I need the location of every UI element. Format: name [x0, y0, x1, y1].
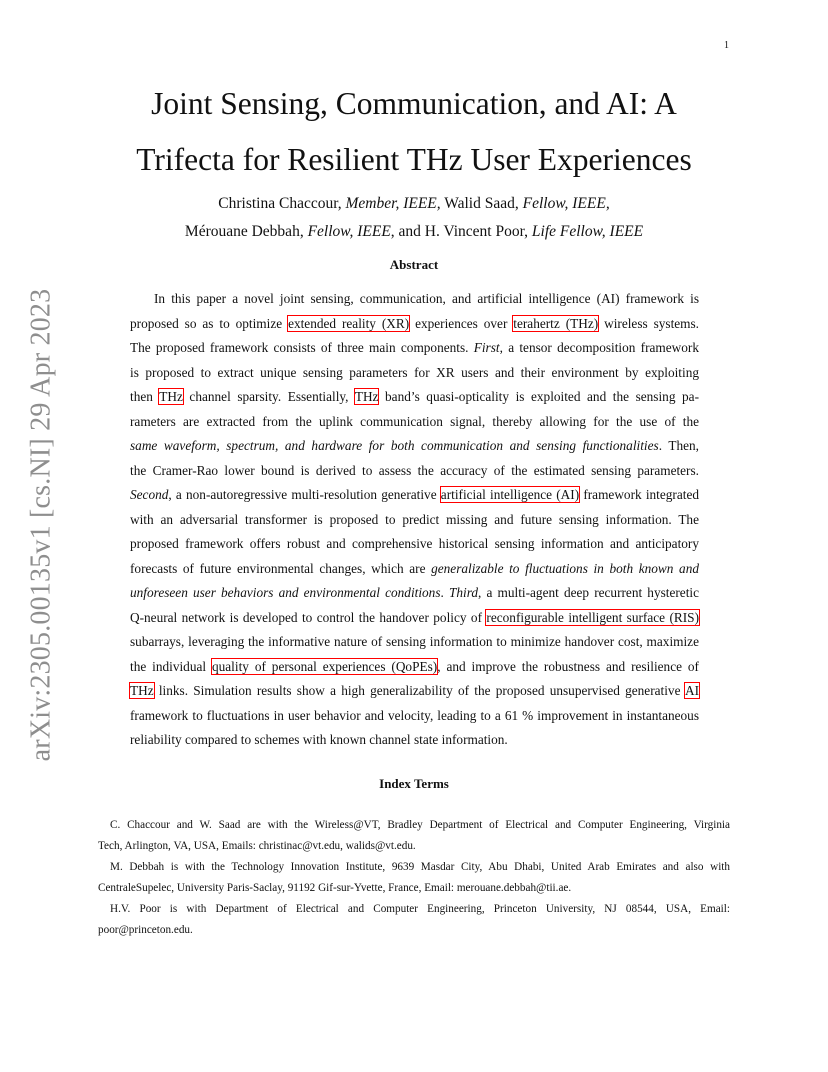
author-name: Christina Chaccour,: [218, 195, 346, 212]
arxiv-identifier-text: arXiv:2305.00135v1 [cs.NI] 29 Apr 2023: [25, 288, 56, 762]
abstract-text: band’s quasi-opticality is exploited and the sensing pa-: [378, 389, 700, 404]
abstract-text: links. Simulation results show a high generalizability of the proposed unsupervised generative: [153, 683, 685, 698]
acronym-link[interactable]: extended reality (XR): [288, 315, 410, 331]
abstract-text: channel sparsity. Essentially,: [182, 389, 355, 404]
acronym-link[interactable]: AI: [684, 683, 699, 698]
abstract-line: [130, 361, 699, 386]
abstract-line: [130, 336, 699, 361]
arxiv-identifier-stamp: [20, 290, 62, 760]
author-line-1: [100, 190, 728, 218]
abstract-line: [130, 581, 699, 606]
footnote-line: M. Debbah is with the Technology Innovation Institute, 9639 Masdar City, Abu Dhabi, United Arab Emirates and also with: [110, 861, 730, 873]
abstract-text: wireless systems.: [598, 315, 700, 331]
emphasis-text: unforeseen user behaviors and environmental conditions: [130, 585, 441, 600]
author-affiliation: Fellow, IEEE,: [522, 195, 610, 212]
abstract-line: [130, 459, 699, 484]
emphasis-text: generalizable to fluctuations in both known and: [431, 560, 699, 576]
abstract-heading: Abstract: [389, 257, 439, 272]
abstract-text: , a non-autoregressive multi-resolution generative: [168, 487, 441, 502]
abstract-text: The proposed framework consists of three main components.: [130, 340, 474, 355]
abstract-line: [130, 287, 699, 312]
abstract-text: framework integrated: [579, 487, 699, 502]
abstract-text: with an adversarial transformer is proposed to predict missing and future sensing information. The: [130, 511, 699, 527]
abstract-text: the individual: [130, 658, 212, 674]
abstract-line: [130, 410, 699, 435]
abstract-text: then: [130, 389, 160, 404]
abstract-text: experiences over: [409, 315, 514, 331]
abstract-text: is proposed to extract unique sensing parameters for XR users and their environment by exploiting: [130, 364, 699, 380]
author-line-2: [100, 218, 728, 246]
author-affiliation: Member, IEEE,: [345, 195, 441, 212]
index-terms-heading: Index Terms: [379, 776, 449, 791]
footnote-line: Tech, Arlington, VA, USA, Emails: christinac@vt.edu, walids@vt.edu.: [98, 840, 416, 852]
acronym-link[interactable]: terahertz (THz): [513, 315, 599, 331]
abstract-text: , a multi-agent deep recurrent hysteretic: [478, 585, 699, 600]
emphasis-text: Second: [130, 487, 169, 502]
abstract-text: the Cramer-Rao lower bound is derived to assess the accuracy of the estimated sensing parameters.: [130, 462, 699, 478]
abstract-text: . Then,: [658, 438, 699, 453]
acronym-link[interactable]: reconfigurable intelligent surface (RIS): [486, 609, 700, 625]
author-affiliation: Life Fellow, IEEE: [531, 223, 644, 240]
abstract-text: In this paper a novel joint sensing, communication, and artificial intelligence (AI) framework is: [154, 291, 699, 306]
abstract-line: [130, 606, 699, 631]
author-affiliation: Fellow, IEEE: [307, 223, 391, 240]
abstract-line: [130, 679, 699, 704]
abstract-line: [130, 312, 699, 337]
acronym-link[interactable]: THz: [354, 389, 379, 404]
title-line-1: Joint Sensing, Communication, and AI: A: [151, 86, 677, 121]
abstract-line: [130, 704, 699, 729]
abstract-line: [130, 728, 699, 753]
paper-title: [100, 76, 728, 188]
abstract-line: [130, 483, 699, 508]
abstract-line: [130, 508, 699, 533]
footnote-line: CentraleSupelec, University Paris-Saclay, 91192 Gif-sur-Yvette, France, Email: merouane.debbah@tii.ae.: [98, 882, 572, 894]
footnote-line: H.V. Poor is with Department of Electrical and Computer Engineering, Princeton University, NJ 08544, USA, Email:: [110, 903, 730, 915]
abstract-text: framework to fluctuations in user behavior and velocity, leading to a 61 % improvement in instantaneous: [130, 707, 699, 723]
abstract-body: [130, 287, 699, 753]
author-name: , and H. Vincent Poor,: [390, 223, 532, 240]
abstract-line: [130, 557, 699, 582]
abstract-text: proposed framework offers robust and comprehensive historical sensing information and anticipatory: [130, 536, 699, 551]
page-number: 1: [724, 40, 729, 51]
abstract-text: , a tensor decomposition framework: [499, 340, 699, 355]
abstract-line: [130, 532, 699, 557]
acronym-link[interactable]: quality of personal experiences (QoPEs): [211, 658, 438, 674]
footnote-affiliation-2: [98, 857, 730, 899]
abstract-text: forecasts of future environmental changes, which are: [130, 560, 432, 576]
emphasis-text: Third: [448, 585, 479, 600]
footnote-line: poor@princeton.edu.: [98, 924, 193, 936]
title-line-2: Trifecta for Resilient THz User Experiences: [136, 142, 692, 177]
abstract-text: reliability compared to schemes with known channel state information.: [130, 732, 508, 747]
author-name: Walid Saad,: [440, 195, 523, 212]
abstract-line: [130, 434, 699, 459]
abstract-text: Q-neural network is developed to control the handover policy of: [130, 609, 487, 625]
footnote-line: C. Chaccour and W. Saad are with the Wireless@VT, Bradley Department of Electrical and Computer Engineering, Virginia: [110, 819, 730, 831]
footnote-affiliation-3: [98, 899, 730, 941]
acronym-link[interactable]: THz: [130, 683, 154, 698]
acronym-link[interactable]: artificial intelligence (AI): [440, 487, 580, 502]
abstract-line: [130, 655, 699, 680]
abstract-text: subarrays, leveraging the informative nature of sensing information to minimize handover cost, maximize: [130, 634, 699, 649]
acronym-link[interactable]: THz: [159, 389, 183, 404]
abstract-text: rameters are extracted from the uplink communication signal, thereby allowing for the use of the: [130, 413, 699, 429]
abstract-line: [130, 630, 699, 655]
abstract-line: [130, 385, 699, 410]
emphasis-text: First: [473, 340, 500, 355]
emphasis-text: same waveform, spectrum, and hardware for both communication and sensing functionalities: [130, 438, 659, 453]
author-name: Mérouane Debbah,: [184, 223, 308, 240]
author-list: [100, 190, 728, 246]
abstract-text: , and improve the robustness and resilience of: [437, 658, 699, 674]
abstract-text: .: [440, 585, 449, 600]
footnote-affiliation-1: [98, 815, 730, 857]
abstract-text: proposed so as to optimize: [130, 315, 289, 331]
